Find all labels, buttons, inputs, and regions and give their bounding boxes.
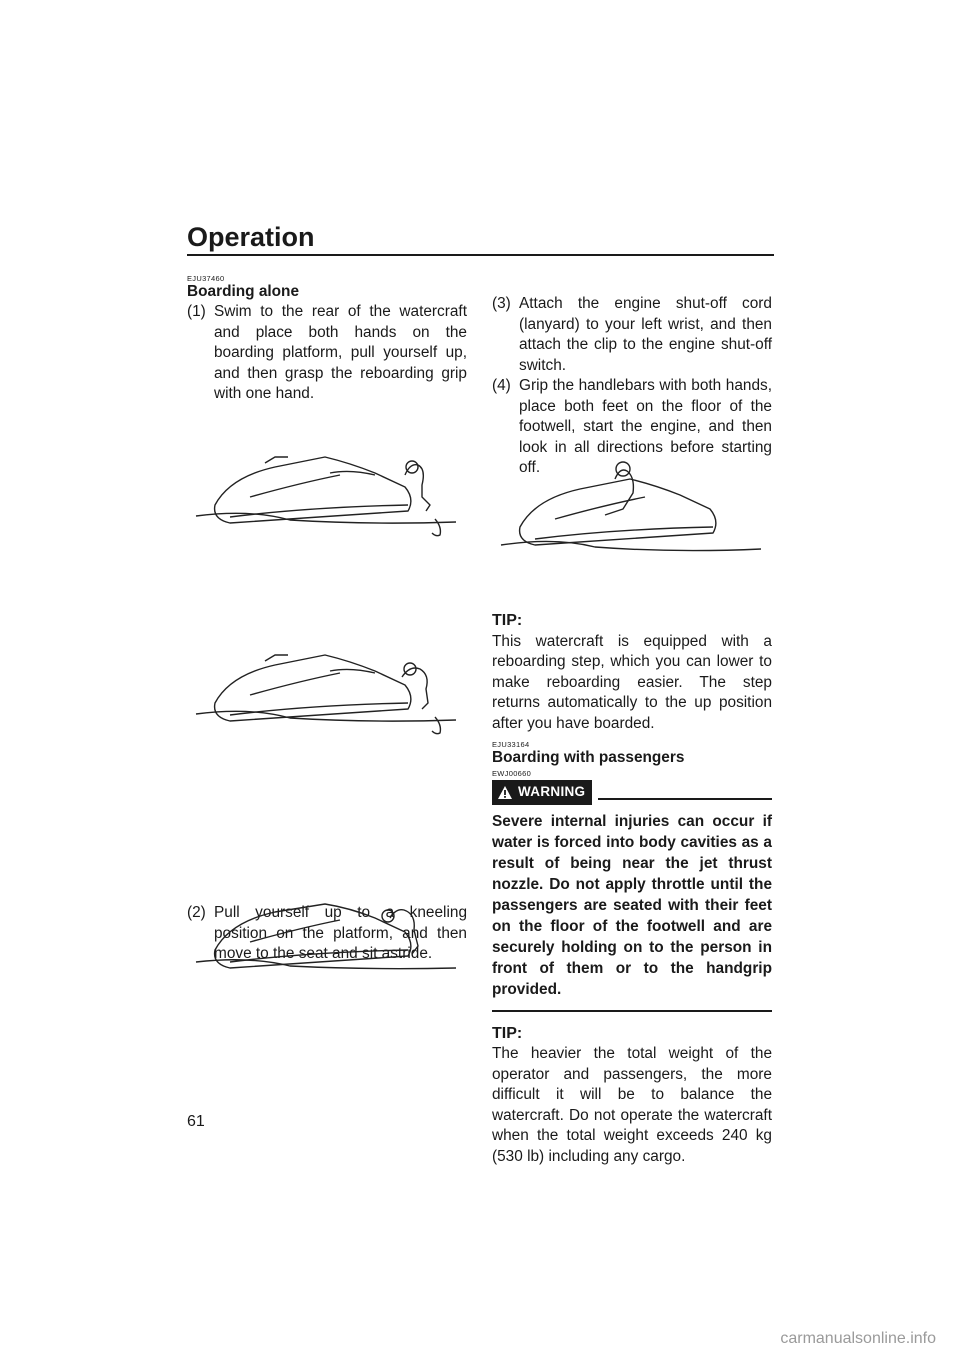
tip-text: The heavier the total weight of the operator and passengers, the more difficult it will be to balance the watercraft. Do not operate the watercraft when the total weight exceeds 240 kg (530 lb) including any cargo. [492,1045,772,1165]
tip-label: TIP: [492,612,523,629]
illustration-kneeling [190,900,470,990]
warning-label: WARNING [518,784,586,799]
section-heading-boarding-with-passengers: Boarding with passengers [492,749,685,766]
warning-code: EWJ00660 [492,769,532,778]
step-number: (1) [187,303,206,320]
step-text: Pull yourself up to a kneeling position on the platform, and then move to the seat and sit astride. [214,904,467,962]
title-rule [187,254,774,256]
warning-end-rule [492,1010,772,1012]
right-column-lower [492,611,772,1167]
tip-text: This watercraft is equipped with a reboarding step, which you can lower to make reboarding easier. The step returns automatically to the up position after you have boarded. [492,632,772,732]
step-1 [187,302,467,405]
step-number: (2) [187,904,206,921]
section-heading-boarding-alone: Boarding alone [187,283,300,300]
step-text: Attach the engine shut-off cord (lanyard) to your left wrist, and then attach the clip to the engine shut-off switch. [519,295,772,374]
section-code: EJU37460 [187,274,225,283]
section-code: EJU33164 [492,740,530,749]
page-title: Operation [187,222,315,252]
step-number: (4) [492,377,511,394]
warning-text: Severe internal injuries can occur if water is forced into body cavities as a result of being near the jet thrust nozzle. Do not apply throttle until the passengers are seated with their feet on the floor of the footwell and are securely holding on to the person in front of them or to the handgrip provided. [492,812,772,998]
warning-header [492,780,772,805]
step-text: Swim to the rear of the watercraft and place both hands on the boarding platform, pull yourself up, and then grasp the reboarding grip with one hand. [214,303,467,402]
warning-badge [492,780,592,805]
warning-rule [598,798,772,800]
watermark: carmanualsonline.info [780,1330,936,1347]
warning-triangle-icon [497,785,513,800]
left-column [187,274,467,405]
step-4 [492,376,772,479]
step-text: Grip the handlebars with both hands, place both feet on the floor of the footwell, start the engine, and then look in all directions before starting off. [519,377,772,476]
right-column-steps [492,294,772,479]
step-3 [492,294,772,376]
illustration-grip-reboarding [190,445,470,545]
page-number: 61 [187,1113,205,1130]
step-number: (3) [492,295,511,312]
illustration-pull-up [190,643,470,743]
tip-label: TIP: [492,1024,523,1042]
